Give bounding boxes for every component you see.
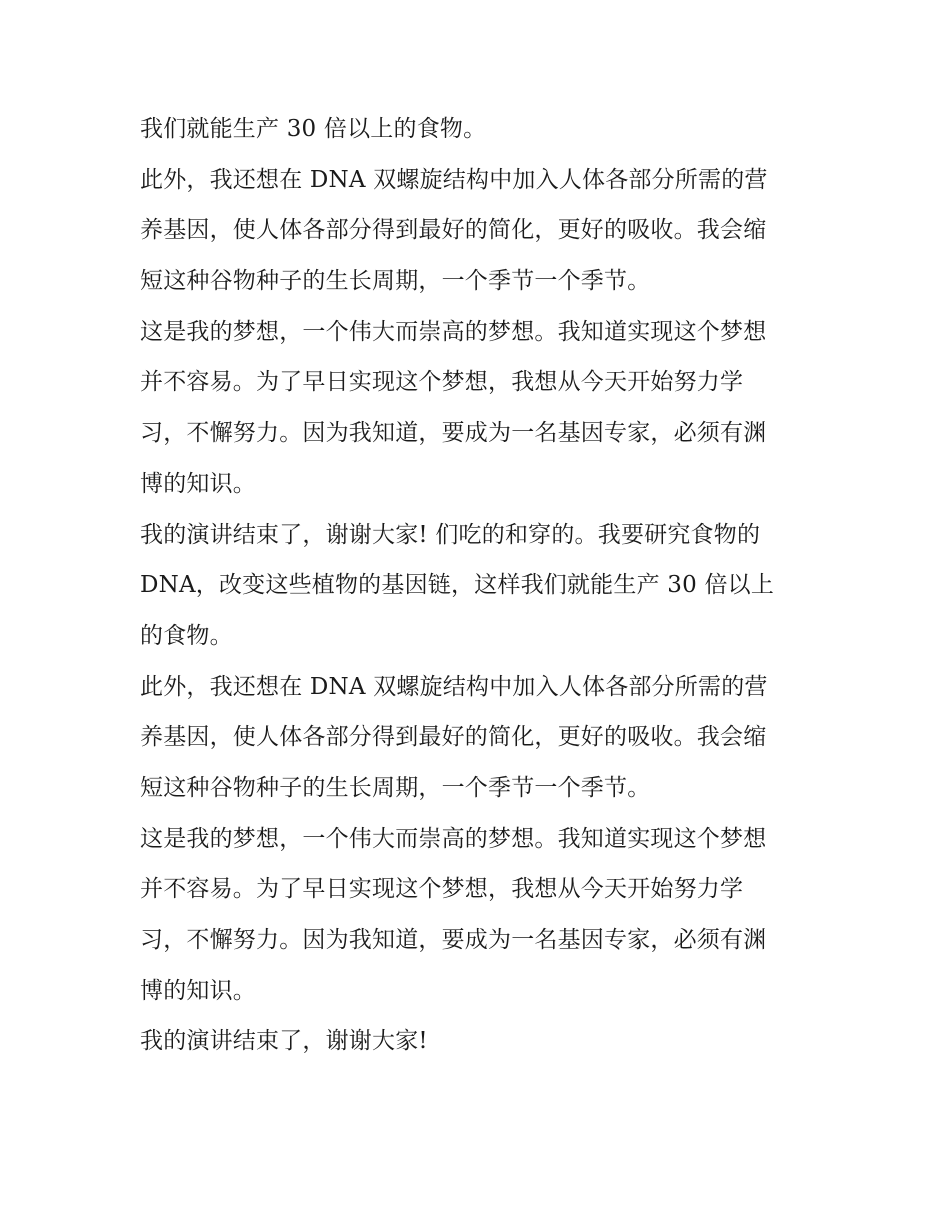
text-line: 我们就能生产 30 倍以上的食物。	[140, 116, 487, 142]
text-line: 养基因，使人体各部分得到最好的简化，更好的吸收。我会缩	[140, 217, 767, 244]
text-line: 博的知识。	[140, 977, 256, 1004]
text-line: 并不容易。为了早日实现这个梦想，我想从今天开始努力学	[140, 876, 744, 903]
text-line: 博的知识。	[140, 470, 256, 497]
text-line: 短这种谷物种子的生长周期，一个季节一个季节。	[140, 774, 651, 801]
text-line: 这是我的梦想，一个伟大而崇高的梦想。我知道实现这个梦想	[140, 825, 767, 852]
text-line: 此外，我还想在 DNA 双螺旋结构中加入人体各部分所需的营	[140, 673, 768, 700]
text-line: 习，不懈努力。因为我知道，要成为一名基因专家，必须有渊	[140, 927, 767, 953]
text-line: 的食物。	[140, 622, 233, 649]
text-line: 习，不懈努力。因为我知道，要成为一名基因专家，必须有渊	[140, 420, 767, 447]
text-line: DNA，改变这些植物的基因链，这样我们就能生产 30 倍以上	[140, 572, 775, 599]
text-line: 这是我的梦想，一个伟大而崇高的梦想。我知道实现这个梦想	[140, 318, 767, 345]
text-line: 我的演讲结束了，谢谢大家! 们吃的和穿的。我要研究食物的	[140, 521, 761, 548]
text-line: 并不容易。为了早日实现这个梦想，我想从今天开始努力学	[140, 369, 744, 396]
text-line: 此外，我还想在 DNA 双螺旋结构中加入人体各部分所需的营	[140, 166, 768, 193]
document-body	[140, 104, 830, 1067]
text-line: 短这种谷物种子的生长周期，一个季节一个季节。	[140, 268, 651, 295]
text-line: 我的演讲结束了，谢谢大家!	[140, 1028, 428, 1055]
text-line: 养基因，使人体各部分得到最好的简化，更好的吸收。我会缩	[140, 724, 767, 751]
